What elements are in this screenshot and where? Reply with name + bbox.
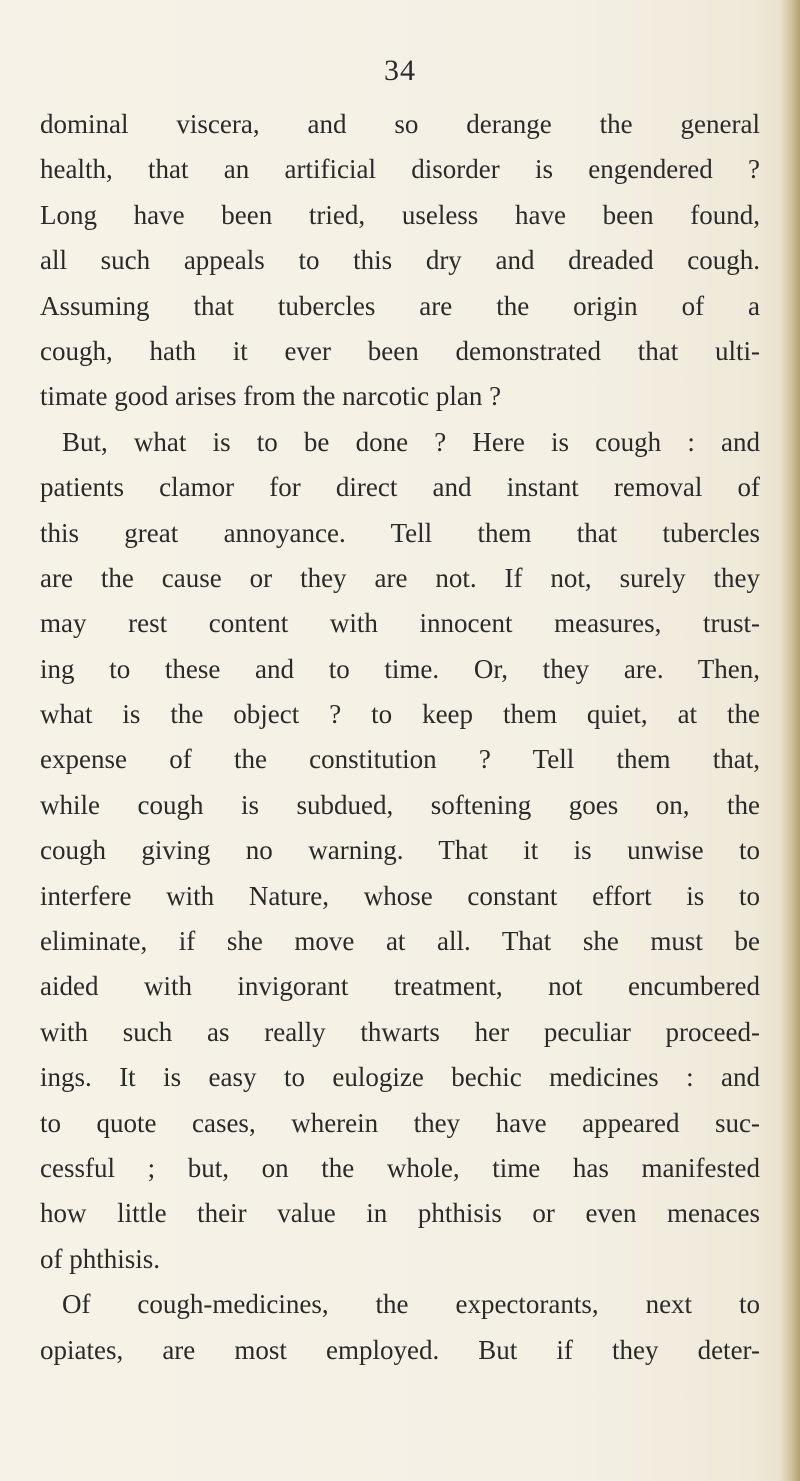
page-number: 34 bbox=[384, 54, 416, 87]
text-line: of phthisis. bbox=[40, 1243, 161, 1274]
text-line: all such appeals to this dry and dreaded cough. bbox=[40, 245, 760, 276]
text-line: ings. It is easy to eulogize bechic medicines : and bbox=[40, 1062, 760, 1093]
text-line: interfere with Nature, whose constant effort is to bbox=[40, 880, 760, 911]
text-line: eliminate, if she move at all. That she must be bbox=[40, 926, 760, 957]
text-line: aided with invigorant treatment, not encumbered bbox=[40, 971, 760, 1002]
text-line: Assuming that tubercles are the origin of a bbox=[40, 290, 760, 321]
text-line: may rest content with innocent measures, trust- bbox=[40, 608, 760, 639]
text-line: are the cause or they are not. If not, surely they bbox=[40, 562, 760, 593]
text-line: ing to these and to time. Or, they are. Then, bbox=[40, 653, 760, 684]
body-text bbox=[40, 102, 760, 1373]
text-line: dominal viscera, and so derange the general bbox=[40, 109, 760, 139]
text-line: what is the object ? to keep them quiet, at the bbox=[40, 699, 760, 730]
text-line: this great annoyance. Tell them that tubercles bbox=[40, 517, 760, 548]
text-line: cessful ; but, on the whole, time has manifested bbox=[40, 1152, 760, 1183]
text-line: health, that an artificial disorder is engendered ? bbox=[40, 154, 760, 185]
text-line: opiates, are most employed. But if they deter- bbox=[40, 1334, 760, 1365]
text-line: But, what is to be done ? Here is cough : and bbox=[62, 426, 760, 457]
text-line: cough giving no warning. That it is unwise to bbox=[40, 835, 760, 866]
text-line: Of cough-medicines, the expectorants, next to bbox=[62, 1289, 760, 1320]
text-line: patients clamor for direct and instant removal of bbox=[40, 472, 760, 503]
text-line: expense of the constitution ? Tell them that, bbox=[40, 744, 760, 775]
page-edge-shadow bbox=[780, 0, 800, 1481]
text-line: cough, hath it ever been demonstrated that ulti- bbox=[40, 335, 760, 366]
text-line: how little their value in phthisis or even menaces bbox=[40, 1198, 760, 1229]
text-line: to quote cases, wherein they have appeared suc- bbox=[40, 1107, 760, 1138]
text-line: timate good arises from the narcotic plan ? bbox=[40, 381, 502, 412]
text-line: Long have been tried, useless have been found, bbox=[40, 199, 760, 230]
text-line: while cough is subdued, softening goes on, the bbox=[40, 789, 760, 820]
text-line: with such as really thwarts her peculiar proceed- bbox=[40, 1016, 760, 1047]
